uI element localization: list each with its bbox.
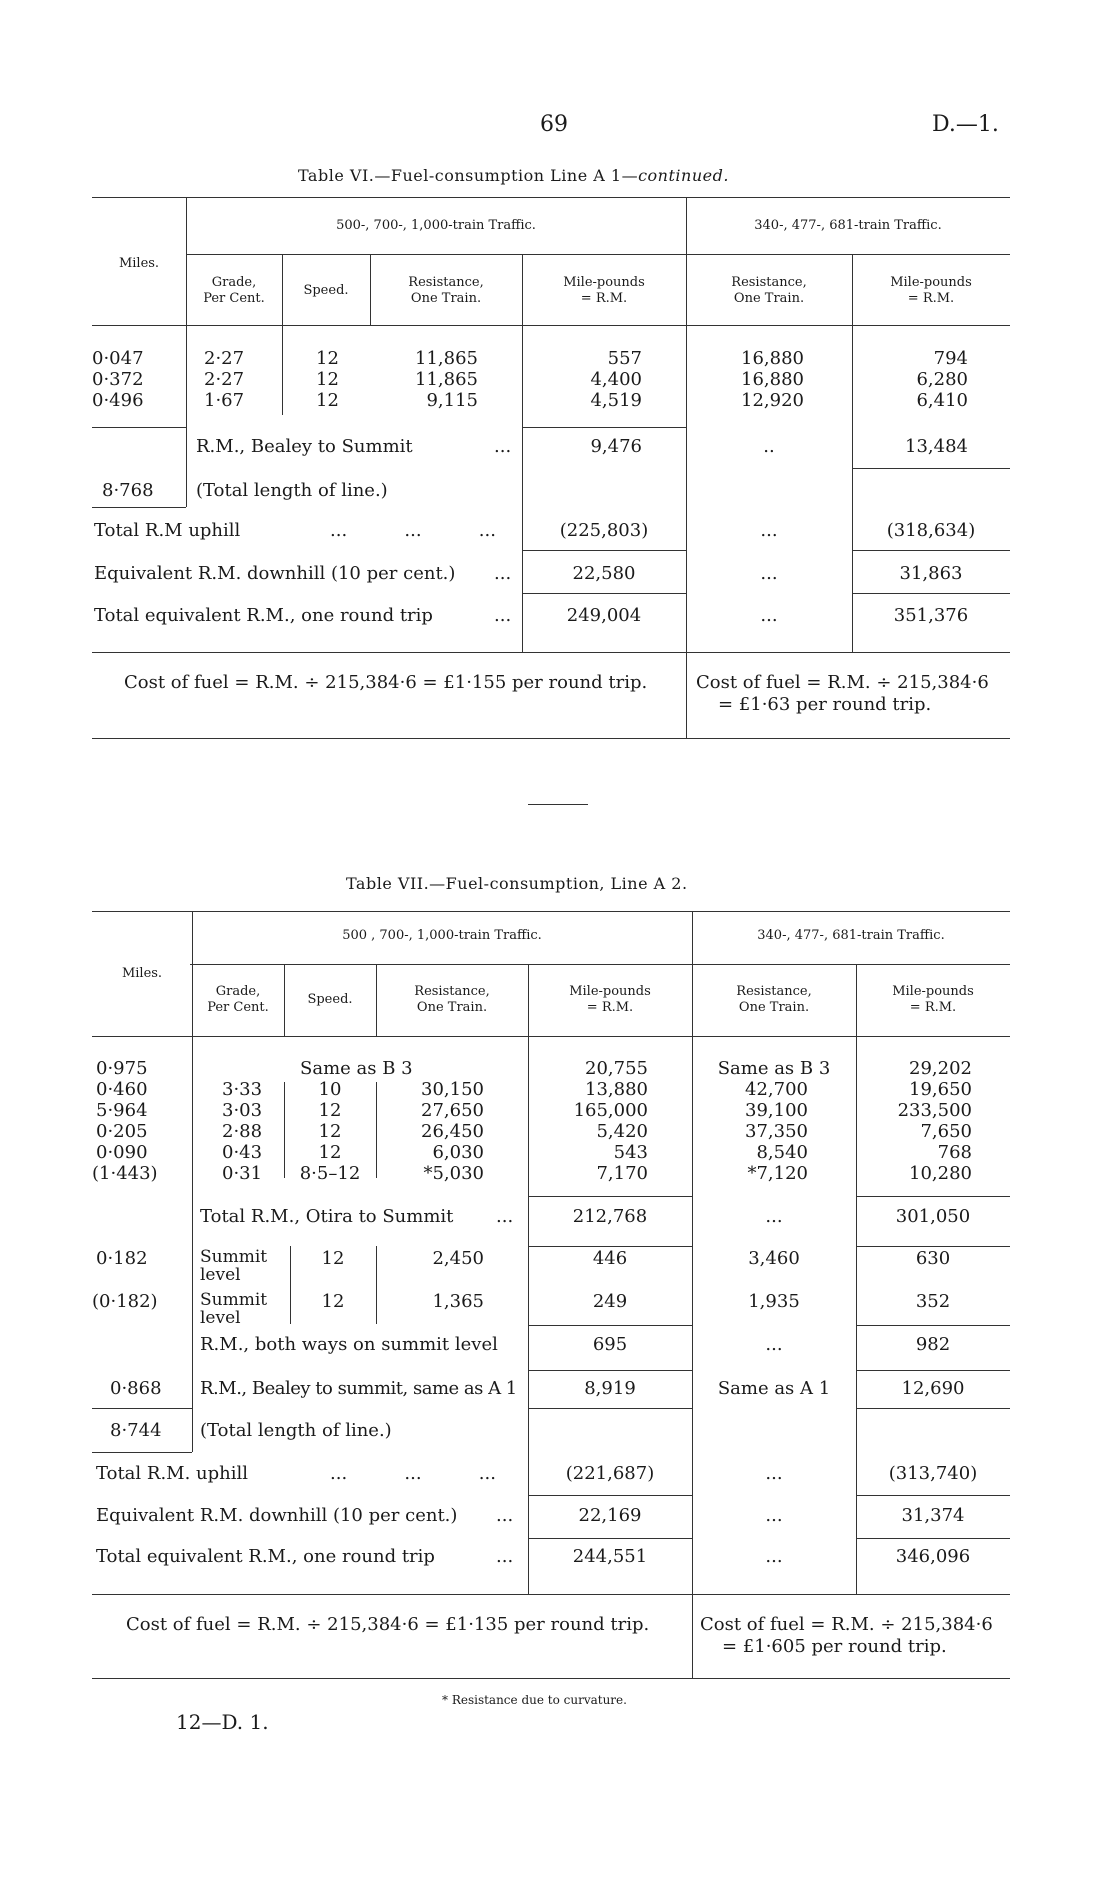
downhill-resistance-b: ... — [760, 563, 778, 584]
round-trip-milepounds-b: 346,096 — [895, 1546, 971, 1567]
cell-speed: 12 — [318, 1100, 342, 1121]
downhill-label: Equivalent R.M. downhill (10 per cent.) — [96, 1505, 458, 1526]
round-trip-milepounds-a: 244,551 — [572, 1546, 648, 1567]
cell-milepounds-b: 352 — [915, 1291, 951, 1312]
cell-resistance-b: 3,460 — [748, 1248, 800, 1269]
both-ways-resistance-b: ... — [765, 1334, 783, 1355]
section-divider — [528, 804, 588, 805]
cost-of-fuel-a: Cost of fuel = R.M. ÷ 215,384·6 = £1·135 per round trip. — [126, 1614, 650, 1635]
cell-miles: (1·443) — [92, 1163, 158, 1184]
cell-miles: 0·047 — [92, 348, 144, 369]
cell-speed: 12 — [318, 1142, 342, 1163]
uphill-milepounds-b: (318,634) — [886, 520, 976, 541]
cell-resistance-a: 6,030 — [432, 1142, 484, 1163]
cell-miles: (0·182) — [92, 1291, 158, 1312]
cell-milepounds-a: 249 — [592, 1291, 628, 1312]
downhill-milepounds-b: 31,863 — [899, 563, 963, 584]
round-trip-resistance-b: ... — [765, 1546, 783, 1567]
cost-of-fuel-b-result: = £1·63 per round trip. — [718, 694, 932, 715]
cell-resistance-b: 12,920 — [741, 390, 804, 411]
cell-resistance-a: 2,450 — [432, 1248, 484, 1269]
leader-dots: ... ... ... — [330, 1463, 496, 1484]
bealey-label: R.M., Bealey to summit, same as A 1 — [200, 1378, 517, 1399]
cell-resistance-a: 1,365 — [432, 1291, 484, 1312]
cell-speed: 10 — [318, 1079, 342, 1100]
cell-milepounds-b: 6,410 — [916, 390, 968, 411]
cell-resistance-b: 16,880 — [741, 369, 804, 390]
uphill-milepounds-a: (225,803) — [559, 520, 649, 541]
cell-speed: 12 — [318, 1121, 342, 1142]
cell-speed: 12 — [316, 348, 339, 369]
table-7-milepounds-b-header: Mile-pounds = R.M. — [892, 984, 974, 1015]
round-trip-milepounds-a: 249,004 — [566, 605, 642, 626]
table-6-grade-header: Grade, Per Cent. — [203, 275, 265, 306]
cell-resistance-a: 9,115 — [426, 390, 478, 411]
table-7-miles-header: Miles. — [121, 966, 163, 981]
both-ways-label: R.M., both ways on summit level — [200, 1334, 498, 1355]
table-6-speed-header: Speed. — [303, 283, 349, 298]
cell-grade: 2·88 — [222, 1121, 263, 1142]
leader-dots: ... — [494, 563, 512, 584]
bealey-resistance-b: Same as A 1 — [717, 1378, 831, 1399]
table-6-caption-continued: continued. — [638, 166, 729, 185]
bealey-milepounds-a: 8,919 — [584, 1378, 636, 1399]
cell-milepounds-b: 768 — [937, 1142, 972, 1163]
uphill-milepounds-a: (221,687) — [565, 1463, 655, 1484]
table-7-caption: Table VII.—Fuel-consumption, Line A 2. — [346, 874, 688, 893]
cell-resistance-a: 30,150 — [421, 1079, 484, 1100]
cost-of-fuel-a: Cost of fuel = R.M. ÷ 215,384·6 = £1·155 per round trip. — [124, 672, 648, 693]
table-6-milepounds-a-header: Mile-pounds = R.M. — [563, 275, 645, 306]
cell-resistance-b: 16,880 — [741, 348, 804, 369]
bealey-milepounds-b: 12,690 — [901, 1378, 965, 1399]
leader-dots: ... — [494, 605, 512, 626]
cell-resistance-b: 37,350 — [745, 1121, 808, 1142]
cell-milepounds-b: 7,650 — [920, 1121, 972, 1142]
round-trip-milepounds-b: 351,376 — [893, 605, 969, 626]
cell-resistance-a: 11,865 — [415, 369, 478, 390]
table-6-caption-text: Table VI.—Fuel-consumption Line A 1— — [298, 166, 639, 185]
cell-grade: 3·03 — [222, 1100, 263, 1121]
otira-label: Total R.M., Otira to Summit — [200, 1206, 454, 1227]
uphill-resistance-b: ... — [760, 520, 778, 541]
table-6-resistance-a-header: Resistance, One Train. — [408, 275, 484, 306]
cell-speed: 12 — [321, 1291, 345, 1312]
cell-resistance-b: 1,935 — [748, 1291, 800, 1312]
otira-milepounds-b: 301,050 — [895, 1206, 971, 1227]
bealey-resistance-b: .. — [763, 436, 775, 457]
cell-milepounds-a: 20,755 — [585, 1058, 648, 1079]
downhill-label: Equivalent R.M. downhill (10 per cent.) — [94, 563, 456, 584]
cell-speed: 8·5–12 — [299, 1163, 361, 1184]
cell-milepounds-a: 557 — [607, 348, 642, 369]
table-6-milepounds-b-header: Mile-pounds = R.M. — [890, 275, 972, 306]
table-7-grade-header: Grade, Per Cent. — [207, 984, 269, 1015]
table-6-caption — [298, 166, 729, 185]
cell-grade: 2·27 — [204, 348, 245, 369]
table-6-miles-header: Miles. — [118, 256, 160, 271]
cost-of-fuel-b: Cost of fuel = R.M. ÷ 215,384·6 — [696, 672, 989, 693]
table-6-resistance-b-header: Resistance, One Train. — [731, 275, 807, 306]
cell-resistance-a: 27,650 — [421, 1100, 484, 1121]
bealey-milepounds-b: 13,484 — [905, 436, 968, 457]
total-length-miles: 8·768 — [102, 480, 154, 501]
table-6-group-b-header: 340-, 477-, 681-train Traffic. — [754, 218, 942, 233]
table-7-resistance-a-header: Resistance, One Train. — [414, 984, 490, 1015]
round-trip-resistance-b: ... — [760, 605, 778, 626]
bealey-label: R.M., Bealey to Summit — [196, 436, 413, 457]
total-length-miles: 8·744 — [110, 1420, 162, 1441]
cell-speed: 12 — [316, 390, 339, 411]
cell-resistance-a: *5,030 — [423, 1163, 484, 1184]
otira-resistance-b: ... — [765, 1206, 783, 1227]
cell-resistance-a: 11,865 — [415, 348, 478, 369]
round-trip-label: Total equivalent R.M., one round trip — [96, 1546, 435, 1567]
cell-grade: 3·33 — [222, 1079, 263, 1100]
table-7-milepounds-a-header: Mile-pounds = R.M. — [569, 984, 651, 1015]
both-ways-milepounds-a: 695 — [592, 1334, 628, 1355]
cost-of-fuel-b: Cost of fuel = R.M. ÷ 215,384·6 — [700, 1614, 993, 1635]
cell-resistance-b: 42,700 — [745, 1079, 808, 1100]
uphill-label: Total R.M. uphill — [96, 1463, 249, 1484]
cell-miles: 0·460 — [96, 1079, 148, 1100]
total-length-label: (Total length of line.) — [200, 1420, 392, 1441]
table-7-group-b-header: 340-, 477-, 681-train Traffic. — [757, 928, 945, 943]
cell-miles: 0·975 — [96, 1058, 148, 1079]
cell-milepounds-a: 13,880 — [585, 1079, 648, 1100]
table-7-speed-header: Speed. — [307, 992, 353, 1007]
cell-miles: 0·496 — [92, 390, 144, 411]
cell-resistance-b: Same as B 3 — [717, 1058, 831, 1079]
downhill-milepounds-b: 31,374 — [901, 1505, 965, 1526]
cell-milepounds-b: 794 — [933, 348, 968, 369]
table-7-resistance-b-header: Resistance, One Train. — [736, 984, 812, 1015]
cell-miles: 0·868 — [110, 1378, 162, 1399]
cell-miles: 0·205 — [96, 1121, 148, 1142]
cell-resistance-b: *7,120 — [747, 1163, 808, 1184]
cell-same-as-b3: Same as B 3 — [300, 1058, 413, 1079]
downhill-resistance-b: ... — [765, 1505, 783, 1526]
page-number: 69 — [540, 112, 568, 137]
downhill-milepounds-a: 22,169 — [578, 1505, 642, 1526]
cell-milepounds-a: 4,519 — [590, 390, 642, 411]
uphill-milepounds-b: (313,740) — [888, 1463, 978, 1484]
page-footer-signature: 12—D. 1. — [176, 1710, 269, 1734]
footnote: * Resistance due to curvature. — [442, 1693, 627, 1707]
cell-miles: 0·182 — [96, 1248, 148, 1269]
table-6-group-a-header: 500-, 700-, 1,000-train Traffic. — [336, 218, 536, 233]
cell-milepounds-a: 4,400 — [590, 369, 642, 390]
cell-milepounds-a: 7,170 — [596, 1163, 648, 1184]
cell-grade: 0·31 — [222, 1163, 263, 1184]
cell-miles: 5·964 — [96, 1100, 148, 1121]
downhill-milepounds-a: 22,580 — [572, 563, 636, 584]
table-7-group-a-header: 500 , 700-, 1,000-train Traffic. — [342, 928, 542, 943]
cell-milepounds-a: 5,420 — [596, 1121, 648, 1142]
cell-grade: 1·67 — [204, 390, 245, 411]
leader-dots: ... — [494, 436, 512, 457]
cell-grade: 2·27 — [204, 369, 245, 390]
total-length-label: (Total length of line.) — [196, 480, 388, 501]
leader-dots: ... — [496, 1505, 514, 1526]
cell-miles: 0·090 — [96, 1142, 148, 1163]
cell-grade: Summit level — [200, 1290, 268, 1328]
cell-milepounds-b: 6,280 — [916, 369, 968, 390]
cell-milepounds-b: 630 — [915, 1248, 951, 1269]
leader-dots: ... — [496, 1546, 514, 1567]
cell-milepounds-b: 10,280 — [909, 1163, 972, 1184]
uphill-label: Total R.M uphill — [94, 520, 241, 541]
both-ways-milepounds-b: 982 — [915, 1334, 951, 1355]
cell-grade: 0·43 — [222, 1142, 263, 1163]
round-trip-label: Total equivalent R.M., one round trip — [94, 605, 433, 626]
cell-resistance-b: 8,540 — [756, 1142, 808, 1163]
leader-dots: ... ... ... — [330, 520, 496, 541]
cell-grade: Summit level — [200, 1247, 268, 1285]
cost-of-fuel-b-result: = £1·605 per round trip. — [722, 1636, 947, 1657]
cell-resistance-a: 26,450 — [421, 1121, 484, 1142]
cell-speed: 12 — [316, 369, 339, 390]
uphill-resistance-b: ... — [765, 1463, 783, 1484]
leader-dots: ... — [496, 1206, 514, 1227]
cell-milepounds-b: 29,202 — [909, 1058, 972, 1079]
cell-milepounds-a: 446 — [592, 1248, 628, 1269]
cell-miles: 0·372 — [92, 369, 144, 390]
cell-speed: 12 — [321, 1248, 345, 1269]
cell-milepounds-b: 19,650 — [909, 1079, 972, 1100]
cell-milepounds-a: 165,000 — [573, 1100, 648, 1121]
bealey-milepounds-a: 9,476 — [590, 436, 642, 457]
cell-resistance-b: 39,100 — [745, 1100, 808, 1121]
document-reference: D.—1. — [932, 112, 999, 137]
otira-milepounds-a: 212,768 — [572, 1206, 648, 1227]
cell-milepounds-b: 233,500 — [897, 1100, 972, 1121]
cell-milepounds-a: 543 — [613, 1142, 648, 1163]
